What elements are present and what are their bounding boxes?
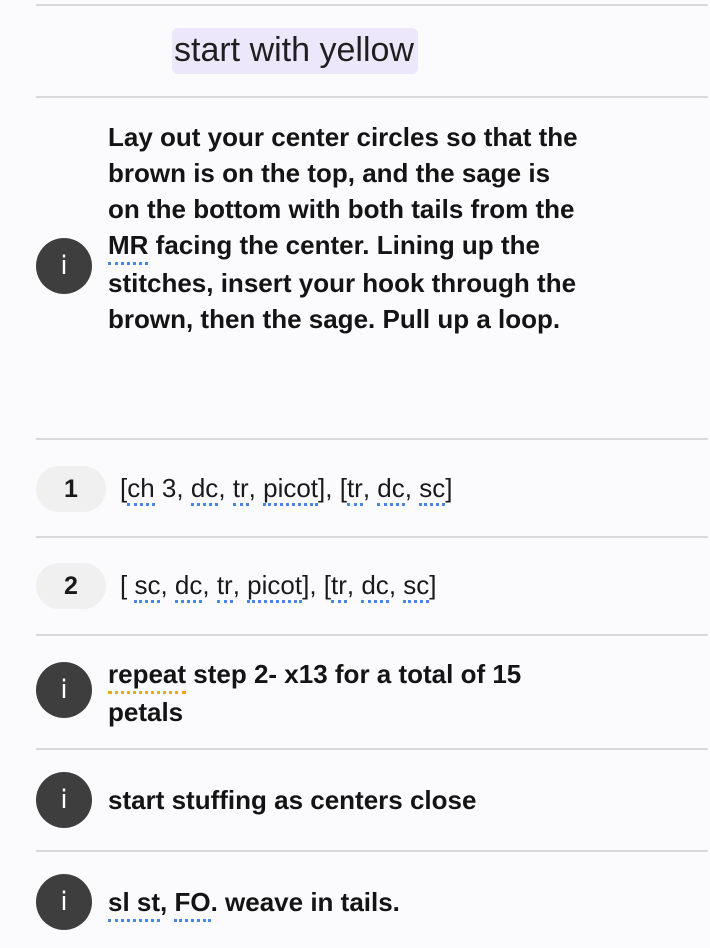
note-text: start stuffing as centers close: [108, 785, 477, 815]
separator: ,: [160, 570, 175, 600]
divider: [36, 536, 708, 538]
info-icon[interactable]: i: [36, 238, 92, 294]
separator: ], [: [318, 473, 347, 503]
glossary-term-sc[interactable]: sc: [134, 570, 160, 603]
divider: [36, 850, 708, 852]
bracket: [: [120, 473, 128, 503]
divider: [36, 4, 708, 6]
glossary-term-repeat[interactable]: repeat: [108, 657, 186, 694]
glossary-term-dc[interactable]: dc: [175, 570, 202, 603]
separator: ], [: [302, 570, 331, 600]
separator: ,: [248, 473, 264, 503]
divider: [36, 96, 708, 98]
note-text: [108, 884, 578, 922]
glossary-term-picot[interactable]: picot: [247, 570, 302, 603]
note-text-part: ,: [160, 887, 175, 917]
divider: [36, 748, 708, 750]
glossary-term-dc[interactable]: dc: [191, 473, 218, 506]
separator: 3,: [154, 473, 191, 503]
info-icon[interactable]: i: [36, 662, 92, 718]
note-text-part: step 2- x13 for a total of 15 petals: [108, 659, 522, 727]
divider: [36, 634, 708, 636]
glossary-term-tr[interactable]: tr: [347, 473, 363, 506]
note-text-part: . weave in tails.: [210, 887, 400, 917]
glossary-term-sc[interactable]: sc: [419, 473, 445, 506]
separator: ,: [346, 570, 362, 600]
separator: ,: [404, 473, 420, 503]
note-text-part: facing the center. Lining up the stitches, insert your hook through the brown, then the sage. Pull up a loop.: [108, 230, 577, 334]
info-icon[interactable]: i: [36, 874, 92, 930]
glossary-term-tr[interactable]: tr: [233, 473, 249, 506]
step-number-1: 1: [36, 466, 106, 512]
glossary-term-sc[interactable]: sc: [403, 570, 429, 603]
glossary-term-tr[interactable]: tr: [331, 570, 347, 603]
glossary-term-fo[interactable]: FO: [174, 885, 210, 922]
bracket: [: [120, 570, 135, 600]
separator: ,: [218, 473, 233, 503]
note-text: [108, 119, 578, 337]
glossary-term-sl-st[interactable]: sl st: [108, 885, 160, 922]
glossary-term-ch[interactable]: ch: [127, 473, 154, 506]
separator: ,: [362, 473, 378, 503]
bracket: ]: [445, 473, 453, 503]
step-instruction-1: [120, 470, 452, 506]
step-instruction-2: [120, 567, 437, 603]
glossary-term-mr[interactable]: MR: [108, 228, 148, 265]
glossary-term-dc[interactable]: dc: [377, 473, 404, 506]
glossary-term-picot[interactable]: picot: [263, 473, 318, 506]
info-icon[interactable]: i: [36, 772, 92, 828]
section-title: start with yellow: [172, 28, 418, 74]
step-number-2: 2: [36, 563, 106, 609]
separator: ,: [202, 570, 217, 600]
separator: ,: [388, 570, 404, 600]
divider: [36, 438, 708, 440]
note-text-part: Lay out your center circles so that the brown is on the top, and the sage is on the bottom with both tails from the: [108, 122, 578, 224]
bracket: ]: [429, 570, 437, 600]
glossary-term-dc[interactable]: dc: [361, 570, 388, 603]
glossary-term-tr[interactable]: tr: [217, 570, 233, 603]
separator: ,: [232, 570, 248, 600]
note-text: [108, 656, 578, 730]
